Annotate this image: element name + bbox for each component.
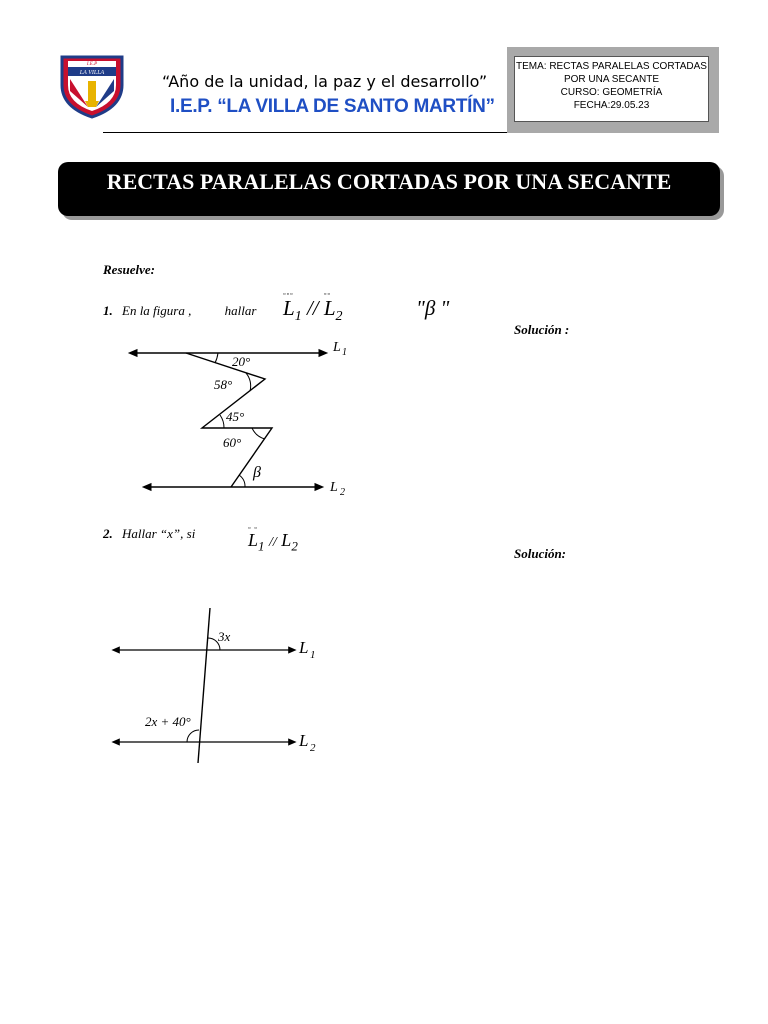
p1-math-parallel: //	[306, 296, 319, 320]
label-l2: L	[299, 731, 309, 750]
header-divider	[103, 132, 535, 133]
arc-beta	[239, 475, 245, 487]
problem-1-target: "β "	[416, 296, 450, 320]
problem-2-text-a: Hallar “x”, si	[122, 526, 196, 541]
label-l1-sub: 1	[310, 649, 316, 661]
p2-math-l1-sub: 1	[258, 538, 265, 554]
label-l1: L	[333, 340, 341, 355]
p1-math-l2: L	[323, 296, 336, 320]
angle-45: 45°	[226, 409, 245, 424]
p2-math-l2-sub: 2	[291, 538, 298, 554]
svg-text:I.E.P: I.E.P	[86, 62, 98, 67]
school-name: I.E.P. “LA VILLA DE SANTO MARTÍN”	[170, 96, 495, 117]
p2-math-parallel: //	[269, 535, 277, 550]
angle-58: 58°	[214, 377, 233, 392]
problem-1-text-a: En la figura ,	[122, 303, 192, 318]
info-box	[514, 56, 709, 122]
p1-math-l2-sub: 2	[335, 309, 343, 325]
p1-math-l1: L	[283, 296, 295, 320]
problem-2-figure	[105, 600, 345, 770]
transversal	[198, 608, 210, 763]
angle-60: 60°	[223, 435, 242, 450]
label-l2-sub: 2	[340, 487, 345, 498]
info-curso: CURSO: GEOMETRÍA	[560, 87, 663, 98]
p2-math-l2: L	[281, 530, 292, 550]
arc-45	[220, 415, 224, 428]
p1-math-l1-sub: 1	[294, 309, 302, 325]
info-fecha: FECHA:29.05.23	[573, 100, 650, 111]
problem-2-number: 2.	[103, 526, 113, 541]
arc-60	[252, 428, 265, 439]
problem-2-math: ▫ ▫ $L_1 // L_2$	[248, 524, 298, 554]
problem-2-statement	[103, 526, 195, 542]
angle-2x-40: 2x + 40°	[145, 714, 191, 729]
problem-2-solution-label: Solución:	[514, 546, 567, 561]
school-logo	[58, 55, 126, 119]
angle-3x: 3x	[218, 629, 231, 644]
angle-20: 20°	[232, 354, 251, 369]
arc-20	[215, 353, 218, 363]
instructions: Resuelve:	[103, 262, 155, 277]
p2-math-l1: L	[248, 530, 259, 550]
angle-beta: β	[253, 464, 261, 481]
info-tema-line2: POR UNA SECANTE	[563, 74, 660, 85]
label-l1-sub: 1	[342, 347, 347, 358]
problem-1-math: ▫▫▫ $L_1$ // ▫▫ $L_2$	[283, 290, 343, 325]
label-l1: L	[299, 638, 309, 657]
problem-1-solution-label: Solución :	[514, 322, 570, 337]
problem-1-number: 1.	[103, 303, 113, 318]
problem-1-figure	[120, 335, 360, 505]
info-tema-line1: TEMA: RECTAS PARALELAS CORTADAS	[516, 61, 707, 72]
label-l2-sub: 2	[310, 742, 316, 754]
arc-2x40	[187, 730, 199, 742]
year-motto: “Año de la unidad, la paz y el desarrollo”	[162, 72, 488, 91]
problem-1-statement	[103, 303, 256, 319]
problem-1-text-b: hallar	[224, 303, 257, 318]
label-l2: L	[330, 480, 338, 495]
arc-58	[246, 373, 251, 391]
svg-text:LA VILLA: LA VILLA	[79, 70, 105, 76]
page-title: RECTAS PARALELAS CORTADAS POR UNA SECANTE	[58, 162, 720, 216]
